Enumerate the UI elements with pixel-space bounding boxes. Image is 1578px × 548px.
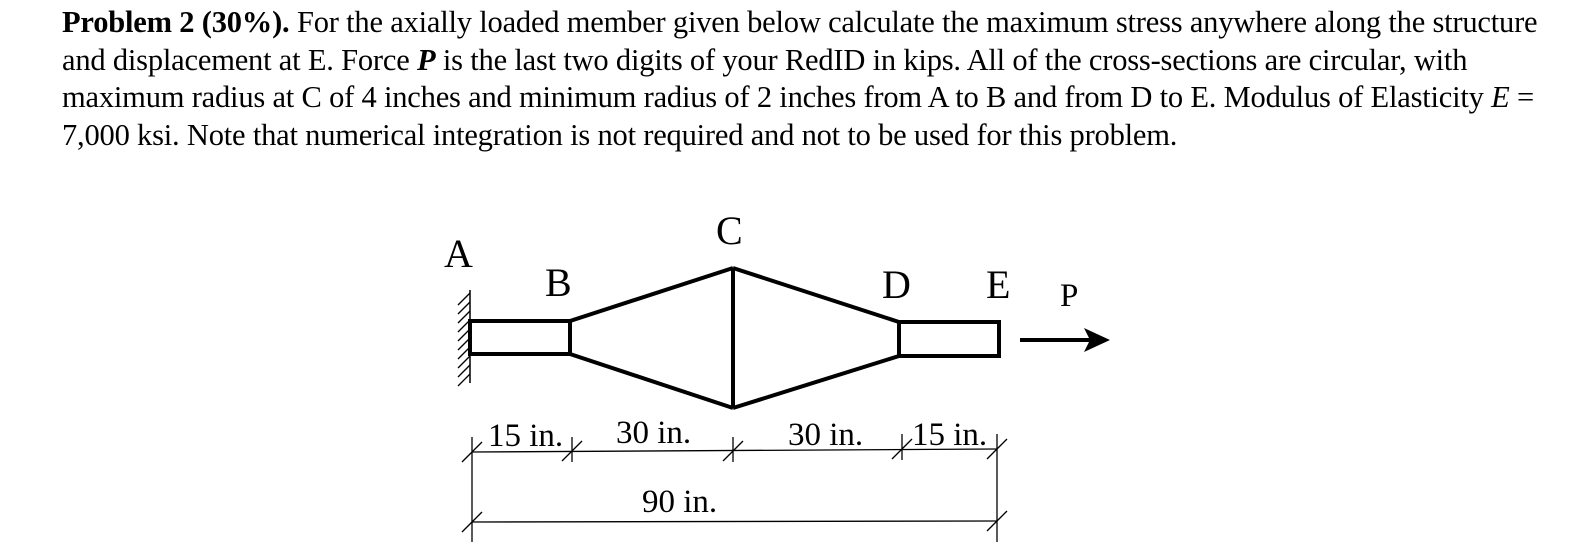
label-e: E: [986, 262, 1011, 307]
dimension-cd: 30 in.: [788, 417, 864, 453]
label-d: D: [882, 262, 911, 307]
label-b: B: [545, 260, 572, 305]
dimension-total: 90 in.: [642, 484, 718, 520]
segment-ab: [470, 321, 570, 354]
label-a: A: [444, 231, 473, 276]
dimension-bc: 30 in.: [616, 415, 692, 451]
problem-sentence-2: is the last two digits of your RedID in kips. All of the cross-sections are circular, with maximum radius at C of 4 inches and minimum radius of 2 inches from A to B and from D to E. Modulus of Elasticity: [62, 42, 1484, 114]
force-arrow: [1020, 328, 1110, 352]
force-symbol: P: [417, 42, 436, 77]
label-force-p: P: [1060, 278, 1079, 314]
segment-bc-top: [570, 268, 733, 321]
modulus-value: = 7,000 ksi.: [62, 80, 1535, 152]
modulus-symbol: E: [1491, 80, 1510, 114]
segment-cd-top: [733, 268, 899, 322]
problem-closing: Note that numerical integration is not required and not to be used for this problem.: [186, 117, 1178, 152]
segment-cd-bottom: [733, 356, 899, 408]
segment-bc-bottom: [570, 354, 733, 408]
problem-intro: For the axially loaded member given below calculate the maximum stress anywhere along the structure and displacement at E. Force: [62, 5, 1538, 77]
label-c: C: [716, 208, 743, 253]
dimension-de: 15 in.: [912, 417, 988, 453]
dimension-ab: 15 in.: [488, 418, 564, 454]
problem-heading: Problem 2 (30%).: [62, 5, 290, 39]
segment-de: [899, 322, 999, 356]
